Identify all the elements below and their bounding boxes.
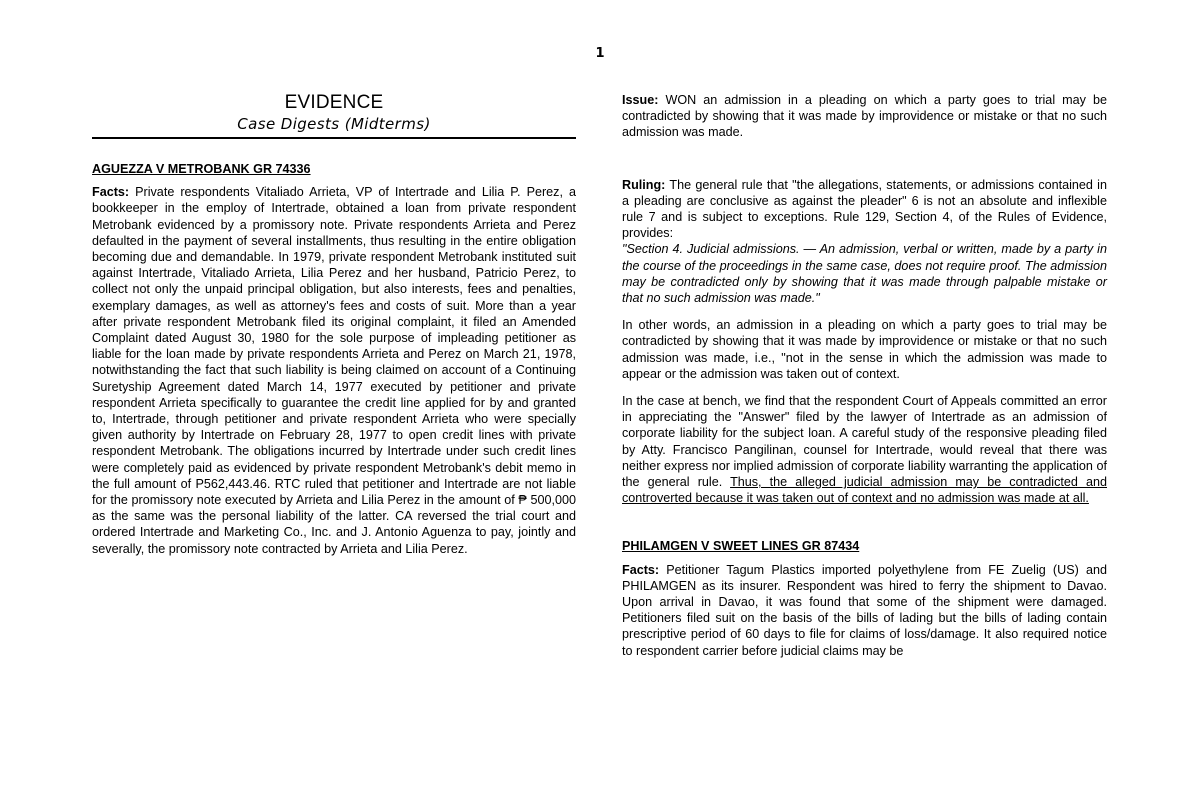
paragraph-other-words: In other words, an admission in a pleading on which a party goes to trial may be contradicted by showing that it was made by improvidence or mistake or that no such admission was made, i.e., "not in the sense in which the admission was made to appear or the admission was taken out of context. [622, 318, 1107, 381]
case-heading-aguezza: AGUEZZA V METROBANK GR 74336 [92, 162, 311, 176]
paragraph-case-at-bench [622, 393, 1107, 506]
title-divider [92, 137, 576, 139]
document-title: EVIDENCE [284, 92, 384, 113]
title-block [92, 92, 576, 134]
case1-issue [622, 92, 1107, 141]
facts-label: Facts: [622, 562, 660, 577]
document-subtitle: Case Digests (Midterms) [237, 115, 431, 133]
issue-label: Issue: [622, 93, 659, 107]
facts-label: Facts: [92, 185, 130, 200]
case1-facts [92, 184, 576, 557]
facts-text: Petitioner Tagum Plastics imported polyethylene from FE Zuelig (US) and PHILAMGEN as its insurer. Respondent was hired to ferry the shipment to Davao. Upon arrival in Davao, it was found that some of the shipment were damaged. Petitioners filed suit on the basis of the bills of lading but the bills of lading contain prescriptive period of 60 days to file for claims of loss/damage. It also required notice to respondent carrier before judicial claims may be [622, 562, 1107, 658]
page-number: 1 [595, 46, 605, 61]
case-heading-philamgen: PHILAMGEN V SWEET LINES GR 87434 [622, 539, 860, 554]
ruling-text: The general rule that "the allegations, statements, or admissions contained in a pleading are conclusive as against the pleader" 6 is not an absolute and inflexible rule 7 and is subject to exceptions. Rule 129, Section 4, of the Rules of Evidence, provides: [622, 177, 1107, 241]
left-column [92, 92, 576, 557]
facts-text: Private respondents Vitaliado Arrieta, VP of Intertrade and Lilia P. Perez, a bookkeeper in the employ of Intertrade, obtained a loan from private respondent Metrobank evidenced by a promissory note. Private respondents Arrieta and Perez defaulted in the payment of several installments, thus resulting in the entire obligation becoming due and demandable. In 1979, private respondent Metrobank instituted suit against Intertrade, Vitaliado Arrieta, Lilia Perez and her husband, Patricio Perez, to collect not only the unpaid principal obligation, but also interests, fees and penalties, exemplary damages, as well as attorney's fees and costs of suit. More than a year after private respondent Metrobank filed its original complaint, it filed an Amended Complaint dated August 30, 1980 for the sole purpose of impleading petitioner as liable for the loan made by private respondents Arrieta and Perez on March 21, 1978, notwithstanding the fact that such liability is being claimed on account of a Continuing Suretyship Agreement dated March 14, 1977 executed by petitioner and private respondent Arrieta specifically to guarantee the credit line applied for by and granted to, Intertrade, through petitioner and private respondent Arrieta who were specially given authority by Intertrade on February 28, 1977 to open credit lines with private respondent Metrobank. The obligations incurred by Intertrade under such credit lines were completely paid as evidenced by private respondent Metrobank's debit memo in the full amount of P562,443.46. RTC ruled that petitioner and Intertrade are not liable for the promissory note executed by Arrieta and Lilia Perez in the amount of ₱ 500,000 as the same was the personal liability of the latter. CA reversed the trial court and ordered Intertrade and Marketing Co., Inc. and J. Antonio Aguenza to pay, jointly and severally, the promissory note contracted by Arrieta and Lilia Perez. [92, 185, 576, 556]
case1-ruling [622, 177, 1107, 242]
case2-facts [622, 562, 1107, 659]
issue-text: WON an admission in a pleading on which a party goes to trial may be contradicted by showing that it was made by improvidence or mistake or that no such admission was made. [622, 93, 1107, 140]
bench-underlined-text: Thus, the alleged judicial admission may be contradicted and controverted because it was taken out of context and no admission was made at all. [622, 475, 1107, 506]
ruling-quote: "Section 4. Judicial admissions. — An admission, verbal or written, made by a party in the course of the proceedings in the same case, does not require proof. The admission may be contradicted only by showing that it was made through palpable mistake or that no such admission was made." [622, 242, 1107, 306]
right-column [622, 92, 1107, 659]
ruling-label: Ruling: [622, 177, 666, 192]
bench-text: In the case at bench, we find that the respondent Court of Appeals committed an error in appreciating the "Answer" filed by the lawyer of Intertrade as an admission of corporate liability for the subject loan. A careful study of the responsive pleading filed by Atty. Francisco Pangilinan, counsel for Intertrade, would reveal that there was neither express nor implied admission of corporate liability warranting the application of the general rule. [622, 394, 1107, 490]
